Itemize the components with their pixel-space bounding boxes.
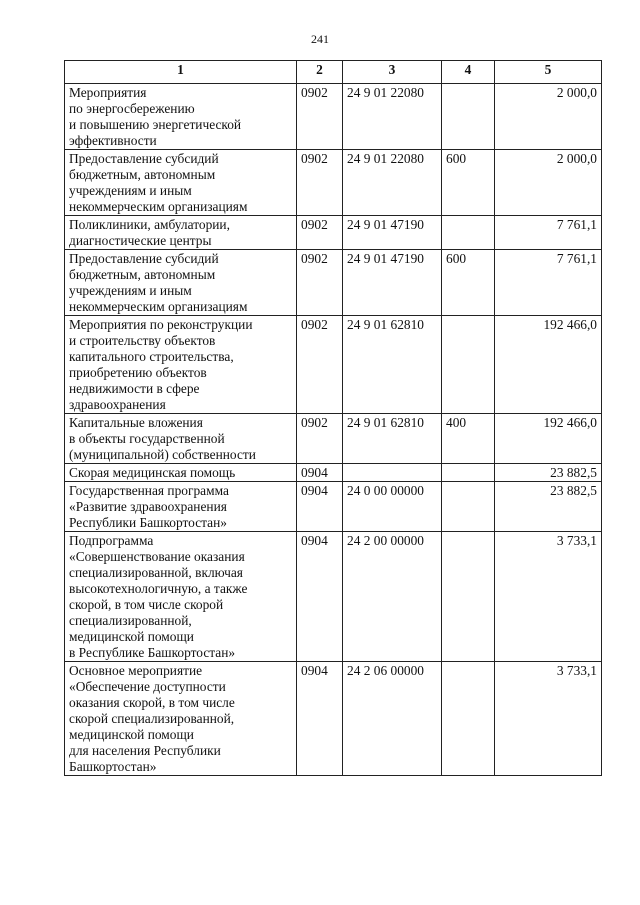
- cell-expense-type: [442, 464, 495, 482]
- cell-target-code: [343, 464, 442, 482]
- cell-section-code: 0904: [297, 662, 343, 776]
- cell-section-code: 0902: [297, 216, 343, 250]
- column-header: 5: [495, 61, 602, 84]
- cell-expense-type: [442, 216, 495, 250]
- column-header: 1: [65, 61, 297, 84]
- cell-section-code: 0902: [297, 316, 343, 414]
- table-row: [65, 662, 602, 776]
- cell-section-code: 0902: [297, 84, 343, 150]
- table-row: [65, 532, 602, 662]
- cell-amount: 7 761,1: [495, 216, 602, 250]
- cell-target-code: 24 9 01 47190: [343, 216, 442, 250]
- page-number: 241: [311, 32, 329, 46]
- cell-name: Мероприятия по реконструкции и строительству объектов капитального строительства, приобретению объектов недвижимости в сфере здравоохранения: [65, 316, 297, 414]
- table-body: [65, 84, 602, 776]
- column-header: 4: [442, 61, 495, 84]
- table-row: [65, 150, 602, 216]
- cell-expense-type: [442, 316, 495, 414]
- cell-target-code: 24 9 01 22080: [343, 84, 442, 150]
- cell-target-code: 24 9 01 22080: [343, 150, 442, 216]
- table-row: [65, 464, 602, 482]
- budget-table: [64, 60, 602, 776]
- cell-name: Капитальные вложения в объекты государственной (муниципальной) собственности: [65, 414, 297, 464]
- cell-amount: 3 733,1: [495, 662, 602, 776]
- cell-target-code: 24 9 01 62810: [343, 414, 442, 464]
- cell-name: Мероприятия по энергосбережению и повышению энергетической эффективности: [65, 84, 297, 150]
- column-header: 3: [343, 61, 442, 84]
- table-row: [65, 250, 602, 316]
- cell-amount: 2 000,0: [495, 84, 602, 150]
- cell-name: Основное мероприятие «Обеспечение доступности оказания скорой, в том числе скорой специализированной, медицинской помощи для населения Республики Башкортостан»: [65, 662, 297, 776]
- cell-expense-type: [442, 482, 495, 532]
- cell-name: Государственная программа «Развитие здравоохранения Республики Башкортостан»: [65, 482, 297, 532]
- cell-name: Предоставление субсидий бюджетным, автономным учреждениям и иным некоммерческим организациям: [65, 150, 297, 216]
- table-row: [65, 84, 602, 150]
- cell-target-code: 24 0 00 00000: [343, 482, 442, 532]
- table-row: [65, 414, 602, 464]
- cell-section-code: 0902: [297, 414, 343, 464]
- table-row: [65, 216, 602, 250]
- cell-amount: 3 733,1: [495, 532, 602, 662]
- cell-section-code: 0904: [297, 482, 343, 532]
- cell-name: Скорая медицинская помощь: [65, 464, 297, 482]
- cell-section-code: 0902: [297, 250, 343, 316]
- cell-expense-type: 600: [442, 250, 495, 316]
- cell-expense-type: 600: [442, 150, 495, 216]
- cell-amount: 2 000,0: [495, 150, 602, 216]
- cell-amount: 192 466,0: [495, 316, 602, 414]
- cell-name: Предоставление субсидий бюджетным, автономным учреждениям и иным некоммерческим организациям: [65, 250, 297, 316]
- table-row: [65, 316, 602, 414]
- cell-amount: 7 761,1: [495, 250, 602, 316]
- cell-amount: 23 882,5: [495, 482, 602, 532]
- cell-amount: 192 466,0: [495, 414, 602, 464]
- column-header: 2: [297, 61, 343, 84]
- cell-section-code: 0904: [297, 532, 343, 662]
- table-header-row: [65, 61, 602, 84]
- cell-expense-type: [442, 532, 495, 662]
- cell-section-code: 0904: [297, 464, 343, 482]
- cell-expense-type: [442, 662, 495, 776]
- cell-section-code: 0902: [297, 150, 343, 216]
- cell-target-code: 24 9 01 47190: [343, 250, 442, 316]
- cell-name: Подпрограмма «Совершенствование оказания специализированной, включая высокотехнологичную, а также скорой, в том числе скорой специализированной, медицинской помощи в Республике Башкортостан»: [65, 532, 297, 662]
- cell-target-code: 24 2 00 00000: [343, 532, 442, 662]
- cell-name: Поликлиники, амбулатории, диагностические центры: [65, 216, 297, 250]
- cell-target-code: 24 9 01 62810: [343, 316, 442, 414]
- cell-expense-type: [442, 84, 495, 150]
- cell-amount: 23 882,5: [495, 464, 602, 482]
- cell-target-code: 24 2 06 00000: [343, 662, 442, 776]
- table-row: [65, 482, 602, 532]
- cell-expense-type: 400: [442, 414, 495, 464]
